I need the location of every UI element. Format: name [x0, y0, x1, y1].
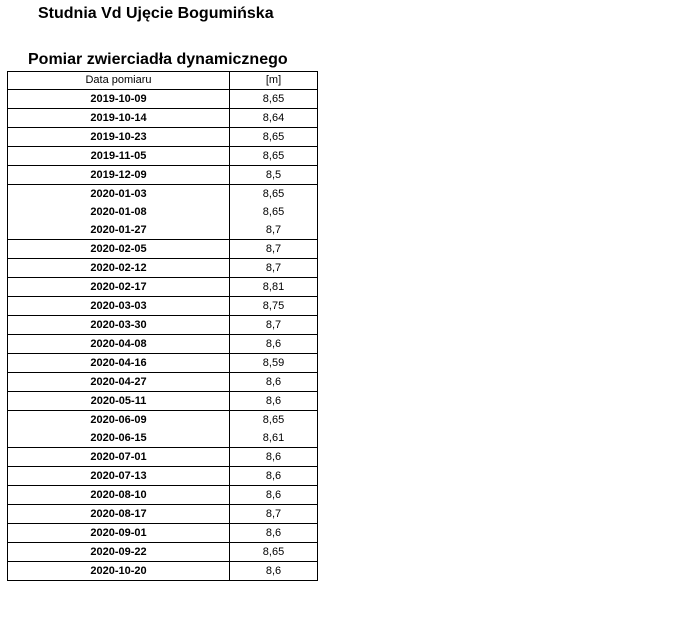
date-cell: 2020-02-05 — [8, 240, 230, 259]
value-cell: 8,65 — [230, 203, 318, 221]
table-row — [8, 354, 318, 373]
page-title: Studnia Vd Ujęcie Bogumińska — [38, 5, 274, 22]
table-row — [8, 297, 318, 316]
date-cell: 2019-10-14 — [8, 109, 230, 128]
table-row — [8, 448, 318, 467]
date-cell: 2019-11-05 — [8, 147, 230, 166]
table-row — [8, 90, 318, 109]
date-cell: 2020-08-17 — [8, 505, 230, 524]
table-row — [8, 240, 318, 259]
value-cell: 8,59 — [230, 354, 318, 373]
date-cell: 2020-04-16 — [8, 354, 230, 373]
date-cell: 2020-02-12 — [8, 259, 230, 278]
table-body — [8, 90, 318, 581]
value-cell: 8,7 — [230, 240, 318, 259]
date-cell: 2020-06-15 — [8, 429, 230, 448]
table-row — [8, 486, 318, 505]
value-cell: 8,6 — [230, 335, 318, 354]
date-cell: 2020-07-01 — [8, 448, 230, 467]
table-row — [8, 562, 318, 581]
table-row — [8, 166, 318, 185]
column-header-value: [m] — [230, 72, 318, 90]
value-cell: 8,5 — [230, 166, 318, 185]
date-cell: 2020-08-10 — [8, 486, 230, 505]
table-row — [8, 278, 318, 297]
table-row — [8, 316, 318, 335]
date-cell: 2020-05-11 — [8, 392, 230, 411]
date-cell: 2020-04-08 — [8, 335, 230, 354]
date-cell: 2019-12-09 — [8, 166, 230, 185]
date-cell: 2020-04-27 — [8, 373, 230, 392]
date-cell: 2020-10-20 — [8, 562, 230, 581]
table-row — [8, 128, 318, 147]
table-row — [8, 147, 318, 166]
table-row — [8, 467, 318, 486]
value-cell: 8,6 — [230, 373, 318, 392]
date-cell: 2020-01-08 — [8, 203, 230, 221]
table-row — [8, 429, 318, 448]
value-cell: 8,6 — [230, 392, 318, 411]
table-row — [8, 524, 318, 543]
value-cell: 8,7 — [230, 505, 318, 524]
value-cell: 8,65 — [230, 147, 318, 166]
date-cell: 2020-09-22 — [8, 543, 230, 562]
table-row — [8, 203, 318, 221]
date-cell: 2020-01-27 — [8, 221, 230, 240]
column-header-date: Data pomiaru — [8, 72, 230, 90]
date-cell: 2020-03-03 — [8, 297, 230, 316]
date-cell: 2019-10-09 — [8, 90, 230, 109]
value-cell: 8,61 — [230, 429, 318, 448]
value-cell: 8,6 — [230, 562, 318, 581]
date-cell: 2020-09-01 — [8, 524, 230, 543]
value-cell: 8,81 — [230, 278, 318, 297]
table-row — [8, 392, 318, 411]
table-row — [8, 109, 318, 128]
value-cell: 8,65 — [230, 128, 318, 147]
date-cell: 2020-02-17 — [8, 278, 230, 297]
table-header-row — [8, 72, 318, 90]
section-title: Pomiar zwierciadła dynamicznego — [28, 51, 288, 68]
table-row — [8, 505, 318, 524]
value-cell: 8,64 — [230, 109, 318, 128]
date-cell: 2019-10-23 — [8, 128, 230, 147]
table-row — [8, 335, 318, 354]
value-cell: 8,6 — [230, 448, 318, 467]
table-row — [8, 373, 318, 392]
value-cell: 8,65 — [230, 543, 318, 562]
date-cell: 2020-03-30 — [8, 316, 230, 335]
table-row — [8, 259, 318, 278]
table-row — [8, 411, 318, 430]
value-cell: 8,6 — [230, 486, 318, 505]
value-cell: 8,65 — [230, 185, 318, 204]
value-cell: 8,6 — [230, 524, 318, 543]
table-row — [8, 185, 318, 204]
table-row — [8, 543, 318, 562]
value-cell: 8,7 — [230, 316, 318, 335]
value-cell: 8,7 — [230, 259, 318, 278]
value-cell: 8,65 — [230, 90, 318, 109]
measurements-table — [7, 71, 318, 581]
value-cell: 8,6 — [230, 467, 318, 486]
table-row — [8, 221, 318, 240]
date-cell: 2020-01-03 — [8, 185, 230, 204]
value-cell: 8,65 — [230, 411, 318, 430]
value-cell: 8,7 — [230, 221, 318, 240]
date-cell: 2020-07-13 — [8, 467, 230, 486]
value-cell: 8,75 — [230, 297, 318, 316]
date-cell: 2020-06-09 — [8, 411, 230, 430]
